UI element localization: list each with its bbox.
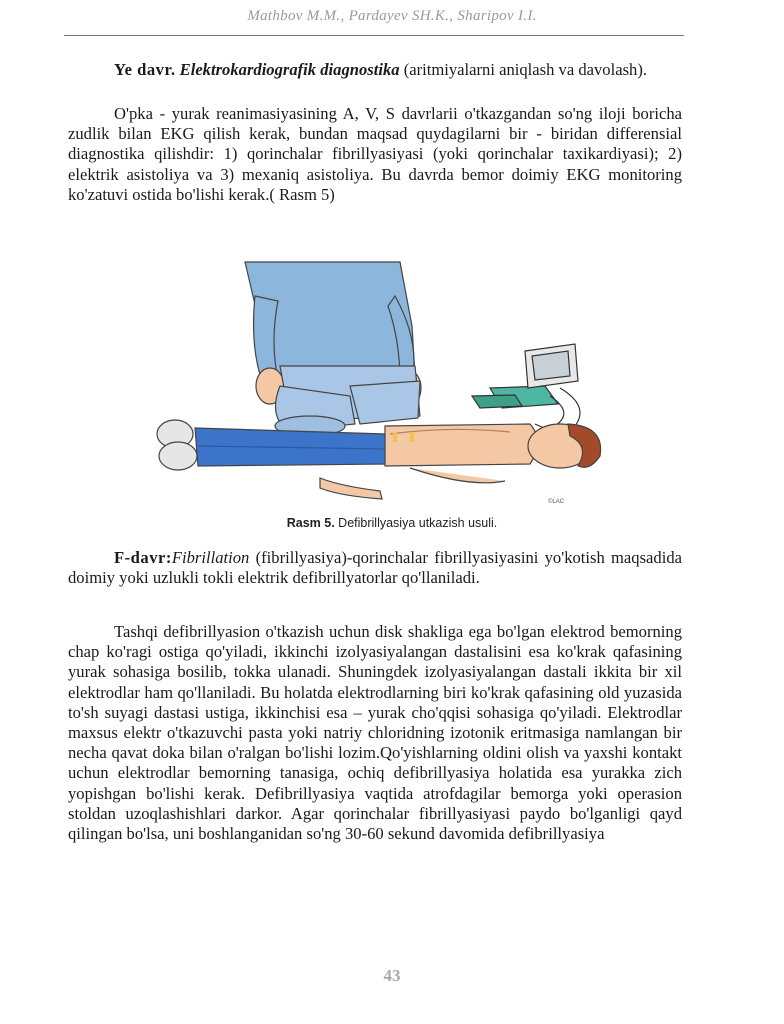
section-e-subtitle: (aritmiyalarni aniqlash va davolash).: [403, 60, 647, 79]
section-f-body: (fibrillyasiya)-qorinchalar fibrillyasiyasini yo'kotish maqsadida doimiy yoki uzlukli tokli elektrik defibrillyatorlar qo'llaniladi.: [68, 548, 682, 588]
section-e-title: Elektrokardiografik diagnostika: [179, 60, 400, 79]
defibrillation-procedure-paragraph: Tashqi defibrillyasion o'tkazish uchun disk shakliga ega bo'lgan elektrod bemorning chap ko'ragi ostiga qo'yiladi, ikkinchi izolyasiyalangan dastalisini esa ko'krak qafasining yurak sohasiga bosilib, tokka ulanadi. Shuningdek izolyasiyalangan dastali ikkita bir xil elektrodlar ham qo'llaniladi. Bu holatda elektrodlarning biri ko'krak qafasining old yuzasida to'sh suyagi dastasi ustiga, ikkinchisi esa – yurak cho'qqisi sohasiga qo'yiladi. Elektrodlar maxsus elektr o'tkazuvchi pasta yoki natriy chloridning izotonik eritmasiga namlangan bir necha qavat doka bilan o'ralgan bo'lishi lozim.Qo'yishlarning oldini olish va yaxshi kontakt uchun elektrodlar bemorning tanasiga, ochiq defibrillyasiya holatida esa yurakka zich yopishgan bo'lishi kerak. Defibrillyasiya vaqtida atrofdagilar bemorga yoki operasion stoldan uzoqlashishlari darkor. Agar qorinchalar fibrillyasiyasi paydo bo'lganligi qayd qilingan bo'lsa, uni boshlanganidan so'ng 30-60 sekund davomida defibrillyasiya: [68, 622, 682, 844]
section-e-label: Ye davr.: [114, 60, 176, 79]
section-f-title: Fibrillation: [171, 548, 250, 567]
defibrillation-illustration: [150, 256, 610, 511]
patient-figure: [157, 420, 601, 499]
illustration-credit: ©LAC: [548, 499, 565, 505]
header-rule: [64, 35, 684, 36]
figure-caption: [0, 516, 784, 530]
page-number: 43: [383, 966, 401, 985]
rescuer-figure: [245, 262, 421, 436]
defibrillator-device: [472, 344, 580, 434]
caption-label: Rasm 5.: [286, 516, 335, 530]
section-e-paragraph: [68, 60, 682, 80]
section-f-label: F-davr:: [114, 548, 172, 567]
caption-text: Defibrillyasiya utkazish usuli.: [338, 516, 498, 530]
section-f-paragraph: [68, 548, 682, 588]
section-e-body: O'pka - yurak reanimasiyasining A, V, S davrlarii o'tkazgandan so'ng iloji boricha zudlik bilan EKG qilish kerak, bundan maqsad quydagilarni bir - biridan differensial diagnostika qilishdir: 1) qorinchalar fibrillyasiyasi (yoki qorinchalar taxikardiyasi); 2) elektrik asistoliya va 3) mexaniq asistoliya. Bu davrda bemor doimiy EKG monitoring ko'zatuvi ostida bo'lishi kerak.( Rasm 5): [68, 104, 682, 204]
running-header: Mathbov M.M., Pardayev SH.K., Sharipov I.I.: [247, 8, 537, 24]
